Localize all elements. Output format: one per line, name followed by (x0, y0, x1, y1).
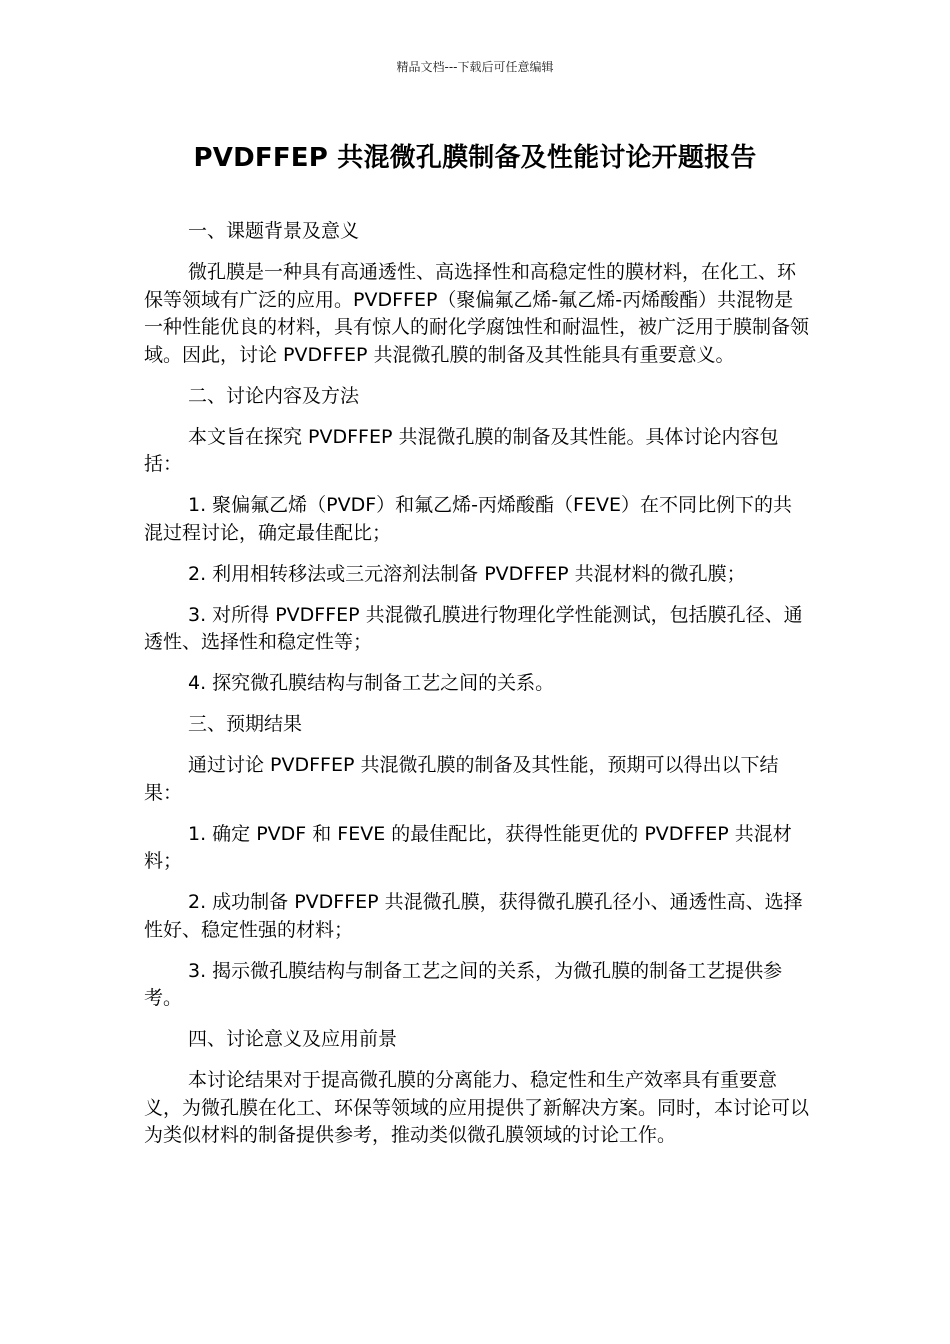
list-item-content-4: 4. 探究微孔膜结构与制备工艺之间的关系。 (188, 672, 555, 694)
paragraph-background: 微孔膜是一种具有高通透性、高选择性和高稳定性的膜材料，在化工、环保等领域有广泛的应用。PVDFFEP（聚偏氟乙烯-氟乙烯-丙烯酸酯）共混物是一种性能优良的材料，具有惊人的耐化学腐蚀性和耐温性，被广泛用于膜制备领域。因此，讨论 PVDFFEP 共混微孔膜的制备及其性能具有重要意义。 (144, 261, 810, 366)
section-heading-content-methods: 二、讨论内容及方法 (188, 384, 360, 407)
section-heading-expected-results: 三、预期结果 (188, 713, 303, 735)
list-item-content-3: 3. 对所得 PVDFFEP 共混微孔膜进行物理化学性能测试，包括膜孔径、通透性、选择性和稳定性等； (144, 603, 803, 653)
paragraph-content-intro: 本文旨在探究 PVDFFEP 共混微孔膜的制备及其性能。具体讨论内容包括： (144, 425, 779, 475)
list-item-content-1: 1. 聚偏氟乙烯（PVDF）和氟乙烯-丙烯酸酯（FEVE）在不同比例下的共混过程讨论，确定最佳配比； (144, 494, 792, 544)
list-item-results-2: 2. 成功制备 PVDFFEP 共混微孔膜，获得微孔膜孔径小、通透性高、选择性好、稳定性强的材料； (144, 891, 803, 941)
paragraph-results-intro: 通过讨论 PVDFFEP 共混微孔膜的制备及其性能，预期可以得出以下结果： (144, 754, 779, 804)
section-heading-significance: 四、讨论意义及应用前景 (188, 1028, 398, 1050)
paragraph-significance: 本讨论结果对于提高微孔膜的分离能力、稳定性和生产效率具有重要意义，为微孔膜在化工、环保等领域的应用提供了新解决方案。同时，本讨论可以为类似材料的制备提供参考，推动类似微孔膜领域的讨论工作。 (144, 1069, 810, 1146)
list-item-results-1: 1. 确定 PVDF 和 FEVE 的最佳配比，获得性能更优的 PVDFFEP 共混材料； (144, 822, 792, 872)
document-title: PVDFFEP 共混微孔膜制备及性能讨论开题报告 (193, 143, 757, 173)
section-heading-background: 一、课题背景及意义 (188, 220, 360, 242)
document-body (144, 218, 810, 1163)
list-item-content-2: 2. 利用相转移法或三元溶剂法制备 PVDFFEP 共混材料的微孔膜； (188, 562, 746, 585)
list-item-results-3: 3. 揭示微孔膜结构与制备工艺之间的关系，为微孔膜的制备工艺提供参考。 (144, 959, 783, 1009)
page-header: 精品文档---下载后可任意编辑 (396, 60, 554, 74)
